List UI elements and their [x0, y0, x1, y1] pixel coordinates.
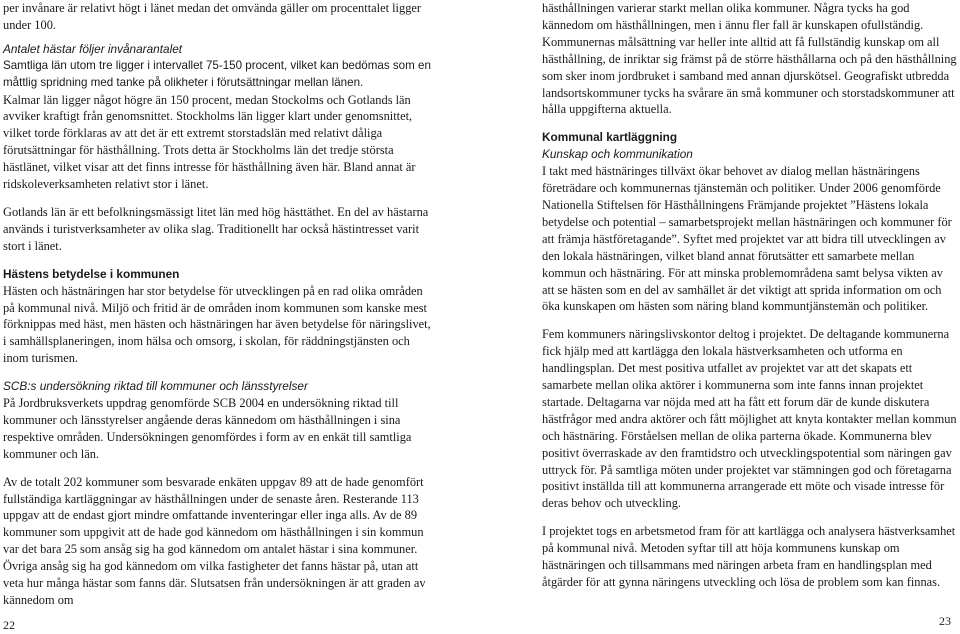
right-page [542, 0, 957, 591]
section3-body2: Av de totalt 202 kommuner som besvarade enkäten uppgav 89 att de hade genomfört fullständiga kartläggningar av hästhållningen under de senaste åren. Resterande 113 uppgav att de endast gjort mindre omfattande inventeringar eller inga alls. Av de 89 kommuner som uppgivit att de hade god kännedom om hästhållningen i sin kommun var det bara 25 som ansåg sig ha god kännedom om antalet hästar i sina kommuner. Övriga ansåg sig ha god kännedom om vilka fastigheter det fanns hästar på, utan att veta hur många hästar som fanns där. Slutsatsen från undersökningen är att graden av kännedom om [3, 474, 426, 607]
right-intro: hästhållningen varierar starkt mellan olika kommuner. Några tycks ha god kännedom om hästhållningen, men i ännu fler fall är kunskapen ofullständig. Kommunernas målsättning var heller inte alltid att få fullständig kunskap om all hästhållning, de inriktar sig främst på de större hästhållarna och på den hästhållning som sker inom jordbruket i samband med annan djurskötsel. Geografiskt utbredda landsortskommuner tycks ha svårare än små kommuner och storstadskommuner att hålla uppgifterna aktuella. [542, 1, 957, 117]
section1-title: Antalet hästar följer invånarantalet [3, 41, 183, 56]
gotland-paragraph: Gotlands län är ett befolkningsmässigt litet län med hög hästtäthet. En del av hästarna används i turistverksamheter av olika slag. Traditionellt har också hästintresset varit stort i länet. [3, 204, 429, 253]
page-number-left: 22 [3, 618, 15, 632]
left-intro: per invånare är relativt högt i länet medan det omvända gäller om procenttalet ligger under 100. [3, 1, 422, 32]
right-body3: I projektet togs en arbetsmetod fram för att kartlägga och analysera hästverksamhet på kommunal nivå. Metoden syftar till att höja kommunens kunskap om hästnäringen och tillsammans med näringen arbeta fram en handlingsplan med åtgärder för att gynna näringens utveckling och lösa de problem som kan finnas. [542, 524, 956, 589]
page-number-right: 23 [939, 614, 951, 628]
right-body1: I takt med hästnäringes tillväxt ökar behovet av dialog mellan hästnäringens företrädare och kommunernas tjänstemän och politiker. Under 2006 genomförde Nationella Stiftelsen för Hästhållningens Främjande projektet ”Hästens lokala betydelse och potential – samarbetsprojekt mellan hästnäringen och kommuner för att främja hästföretagande”. Syftet med projektet var att bidra till utvecklingen av den lokala hästnäringen, vilket bland annat förutsätter ett samarbete mellan kommun och hästnäring. För att minska problemområdena samt belysa vikten av att se hästen som en del av samhället är det viktigt att sprida information om och öka kunskapen om hästen som näring bland kommuntjänstemän och politiker. [542, 164, 952, 314]
section2-title: Hästens betydelse i kommunen [3, 266, 180, 281]
kartlaggning-subtitle: Kunskap och kommunikation [542, 147, 693, 162]
right-body2: Fem kommuners näringslivskontor deltog i projektet. De deltagande kommunerna fick hjälp med att kartlägga den lokala hästverksamheten och utforma en handlingsplan. Det mest positiva utfallet av projektet var att det skapats ett samarbete mellan olika aktörer i kommunerna som inte fanns innan projektet startade. Deltagarna var nöjda med att ha fått ett forum där de kunde diskutera hästfrågor med andra aktörer och fått möjlighet att knyta kontakter mellan kommun och hästnäring. Förståelsen mellan de olika parterna ökade. Kommunerna blev positivt överraskade av den framtidstro och utvecklingspotential som näringen gav uttryck för. På samtliga möten under projektet var stämningen god och företagarna positivt inställda till att kommunerna arrangerade ett möte och visade intresse för deras behov och utveckling. [542, 327, 957, 511]
kartlaggning-title: Kommunal kartläggning [542, 130, 678, 145]
section1-sans: Samtliga län utom tre ligger i intervallet 75-150 procent, vilket kan bedömas som en måttlig spridning med tanke på olikheter i förutsättningar mellan länen. [3, 58, 431, 89]
section3-title: SCB:s undersökning riktad till kommuner och länsstyrelser [3, 379, 308, 394]
left-page [3, 0, 433, 609]
section2-body: Hästen och hästnäringen har stor betydelse för utvecklingen på en rad olika områden på kommunal nivå. Miljö och fritid är de områden inom kommunen som kanske mest förknippas med häst, men hästen och hästnäringen har även betydelse för näringslivet, i samhällsplaneringen, inom hälsa och omsorg, i skolan, för räddningstjänsten och inom turismen. [3, 283, 431, 366]
section3-body: På Jordbruksverkets uppdrag genomförde SCB 2004 en undersökning riktad till kommuner och länsstyrelser angående deras kännedom om hästhållningen i sina respektive områden. Undersökningen genomfördes i form av en enkät till samtliga kommuner och län. [3, 396, 412, 461]
section1-serif: Kalmar län ligger något högre än 150 procent, medan Stockolms och Gotlands län avviker kraftigt från genomsnittet. Stockholms län ligger klart under genomsnittet, vilket torde förklaras av att det är ett extremt storstadslän med relativt dåliga förutsättningar för hästhållning. Trots detta är Stockholms län det tredje största hästlänet, vilket visar att det finns intresse för hästhållning även här. Bland annat är ridskoleverksamheten relativt stor i länet. [3, 92, 416, 192]
